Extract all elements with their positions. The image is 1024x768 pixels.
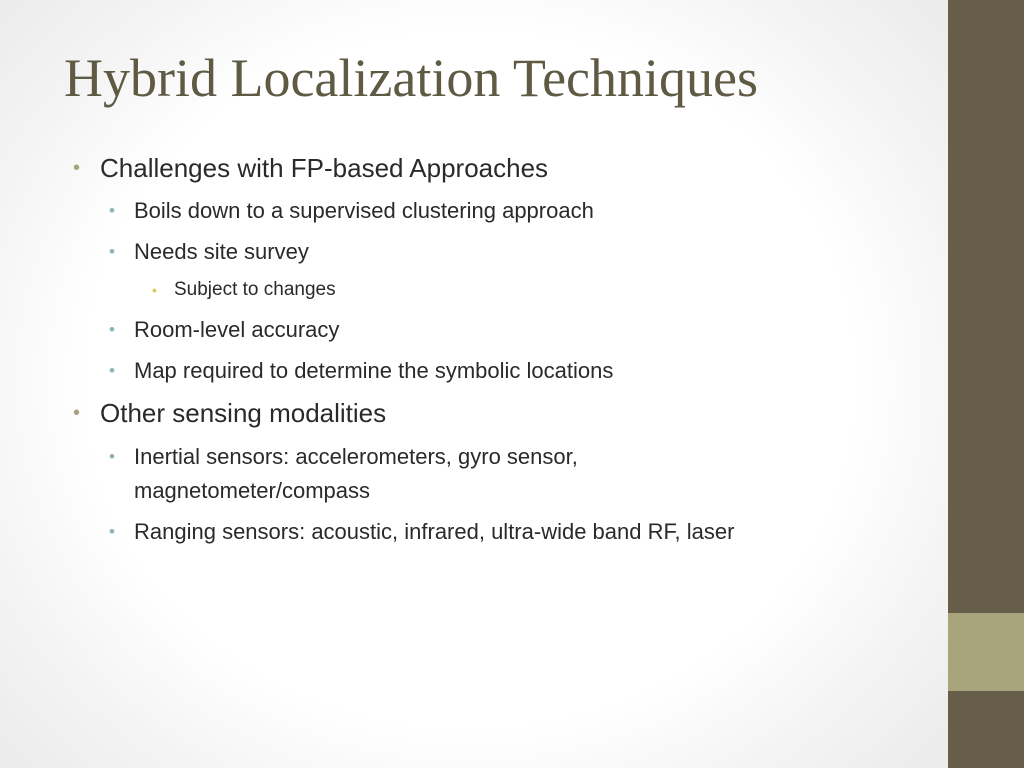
bullet-marker-icon: • <box>109 320 115 339</box>
bullet-item-supervised-clustering <box>109 195 594 227</box>
bullet-item-other-modalities <box>73 397 387 429</box>
bullet-text: Needs site survey <box>134 239 309 264</box>
bullet-text: Boils down to a supervised clustering approach <box>134 198 594 223</box>
bullet-text: Other sensing modalities <box>100 398 387 428</box>
bullet-item-inertial-sensors <box>109 441 578 473</box>
bullet-text: Challenges with FP-based Approaches <box>100 153 549 183</box>
bullet-marker-icon: • <box>73 157 81 179</box>
bullet-marker-icon: • <box>109 447 115 466</box>
bullet-item-subject-to-changes <box>152 276 336 304</box>
sidebar-decor-accent <box>948 613 1024 691</box>
bullet-marker-icon: • <box>109 361 115 380</box>
sidebar-decor-top <box>948 0 1024 613</box>
bullet-marker-icon: • <box>109 522 115 541</box>
bullet-marker-icon: • <box>152 282 157 298</box>
bullet-marker-icon: • <box>109 201 115 220</box>
bullet-text: Inertial sensors: accelerometers, gyro sensor, <box>134 444 578 469</box>
bullet-text: Subject to changes <box>174 279 336 300</box>
bullet-item-map-required <box>109 355 614 387</box>
bullet-marker-icon: • <box>109 242 115 261</box>
bullet-item-site-survey <box>109 236 309 268</box>
bullet-text: Room-level accuracy <box>134 317 340 342</box>
bullet-item-fp-challenges <box>73 152 549 184</box>
bullet-item-ranging-sensors <box>109 516 735 548</box>
bullet-marker-icon: • <box>73 402 81 424</box>
bullet-text: Ranging sensors: acoustic, infrared, ultra-wide band RF, laser <box>134 519 735 544</box>
bullet-item-inertial-sensors-continuation <box>134 475 370 507</box>
bullet-item-room-level-accuracy <box>109 314 340 346</box>
sidebar-decor-bottom <box>948 691 1024 768</box>
bullet-text: magnetometer/compass <box>134 478 370 503</box>
slide-title: Hybrid Localization Techniques <box>64 48 759 108</box>
bullet-text: Map required to determine the symbolic locations <box>134 358 614 383</box>
